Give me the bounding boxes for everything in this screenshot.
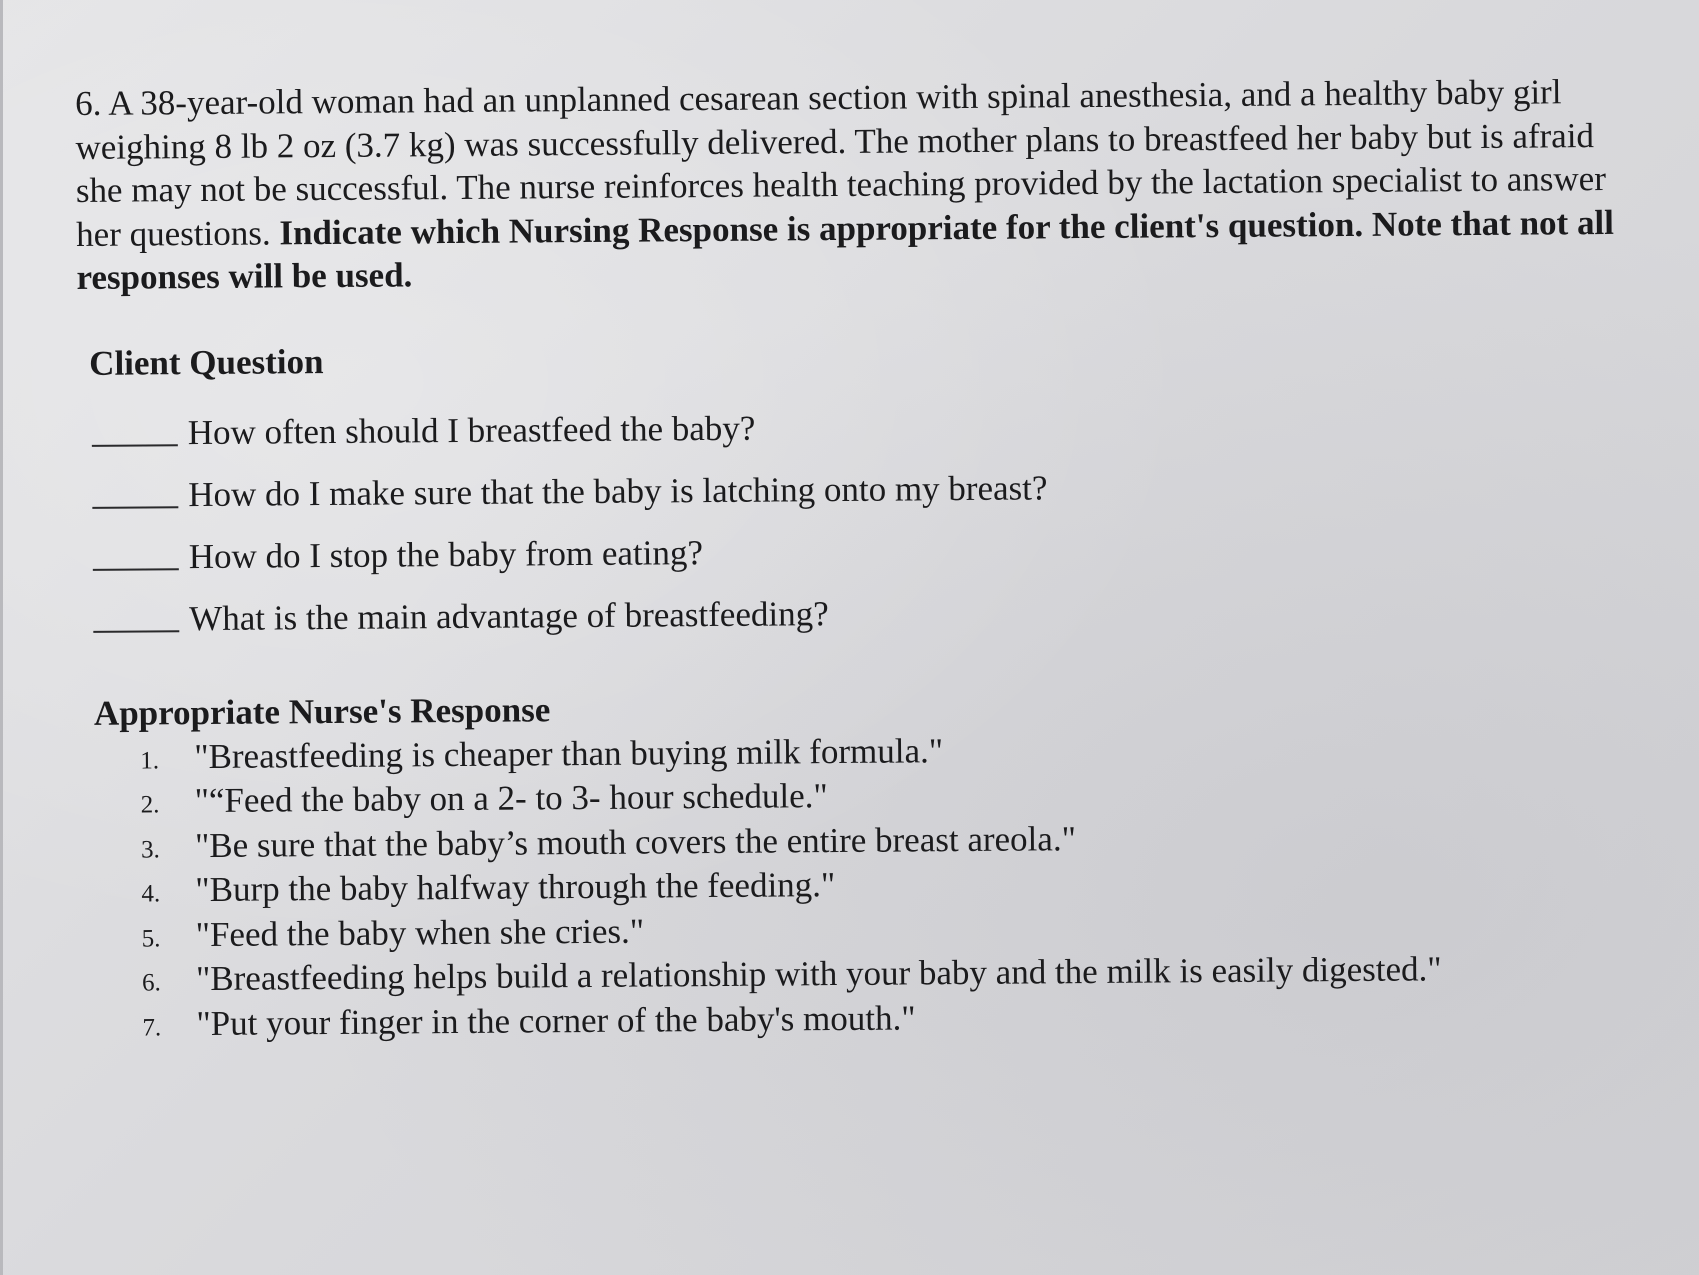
client-question-item [93,567,1649,639]
worksheet-content [75,70,1653,1049]
response-text: "“Feed the baby on a 2- to 3- hour schedule." [194,776,828,821]
response-text: "Breastfeeding helps build a relationship with your baby and the milk is easily digested." [195,949,1442,999]
client-question-item [92,505,1648,577]
response-text: "Burp the baby halfway through the feeding." [195,865,836,910]
answer-blank[interactable] [92,505,178,509]
question-intro: 6. A 38-year-old woman had an unplanned cesarean section with spinal anesthesia, and a healthy baby girl weighing 8 lb 2 oz (3.7 kg) was successfully delivered. The mother plans to breastfeed her baby but is afraid she may not be successful. The nurse reinforces health teaching provided by the lactation specialist to answer her questions. [75,72,1607,254]
client-question-heading: Client Question [89,341,324,383]
answer-blank[interactable] [92,443,178,447]
client-question-text: What is the main advantage of breastfeeding? [189,593,829,638]
response-text: "Be sure that the baby’s mouth covers the entire breast areola." [194,818,1077,865]
response-number: 4. [141,880,161,908]
client-question-text: How do I make sure that the baby is latching onto my breast? [188,467,1048,514]
nurse-response-heading: Appropriate Nurse's Response [93,689,551,733]
nurse-response-list [140,725,1652,1048]
response-number: 1. [140,746,160,775]
client-question-text: How do I stop the baby from eating? [188,532,704,576]
answer-blank[interactable] [93,567,179,571]
response-number: 6. [141,969,161,997]
response-text: "Put your finger in the corner of the baby's mouth." [196,997,916,1043]
client-question-text: How often should I breastfeed the baby? [187,408,756,452]
answer-blank[interactable] [93,629,179,633]
response-number: 5. [141,924,161,953]
question-prompt [75,70,1647,300]
response-text: "Breastfeeding is cheaper than buying milk formula." [194,730,944,776]
response-text: "Feed the baby when she cries." [195,911,645,954]
question-instruction: Indicate which Nursing Response is appropriate for the client's question. Note that not all responses will be used. [76,202,1615,297]
response-number: 3. [140,835,160,864]
response-number: 7. [142,1013,162,1041]
client-question-item [92,443,1648,515]
response-number: 2. [140,791,160,819]
client-question-item [91,381,1647,453]
client-question-list [91,381,1649,639]
